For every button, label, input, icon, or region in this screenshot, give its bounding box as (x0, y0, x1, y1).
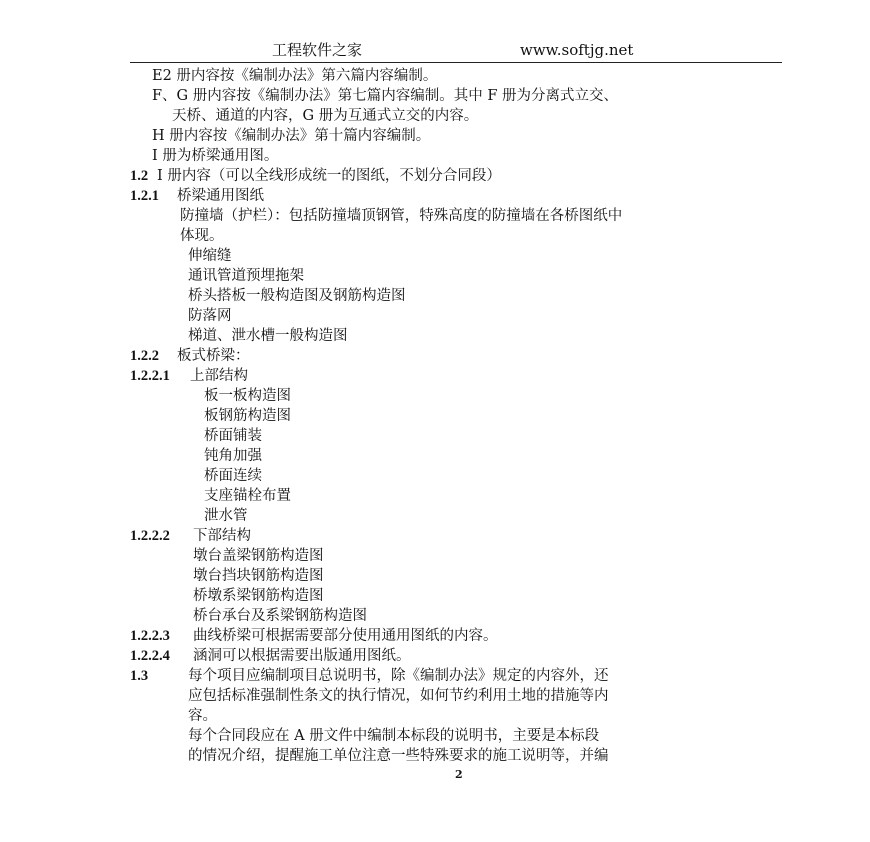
list-item: 钝角加强 (204, 448, 262, 464)
section-number: 1.2.1 (130, 188, 159, 204)
section-heading: 涵洞可以根据需要出版通用图纸。 (193, 648, 411, 664)
section-number: 1.2.2.2 (130, 528, 170, 544)
section-heading: 桥梁通用图纸 (177, 188, 264, 204)
list-item: 桥墩系梁钢筋构造图 (193, 588, 324, 604)
list-item: 梯道、泄水槽一般构造图 (188, 328, 348, 344)
text-line: 体现。 (180, 228, 224, 244)
list-item: 桥面铺装 (204, 428, 262, 444)
section-heading: I 册内容（可以全线形成统一的图纸，不划分合同段） (157, 168, 501, 184)
list-item: 支座锚栓布置 (204, 488, 291, 504)
list-item: 墩台盖梁钢筋构造图 (193, 548, 324, 564)
list-item: 桥头搭板一般构造图及钢筋构造图 (188, 288, 406, 304)
text-line: 的情况介绍，提醒施工单位注意一些特殊要求的施工说明等，并编 (188, 748, 609, 764)
section-heading: 曲线桥梁可根据需要部分使用通用图纸的内容。 (193, 628, 498, 644)
list-item: 桥面连续 (204, 468, 262, 484)
text-line: 应包括标准强制性条文的执行情况，如何节约利用土地的措施等内 (188, 688, 609, 704)
text-line: 每个项目应编制项目总说明书，除《编制办法》规定的内容外，还 (188, 668, 609, 684)
section-number: 1.2.2.4 (130, 648, 170, 664)
section-heading: 上部结构 (190, 368, 248, 384)
text-line: F、G 册内容按《编制办法》第七篇内容编制。其中 F 册为分离式立交、 (152, 88, 619, 104)
list-item: 板钢筋构造图 (204, 408, 291, 424)
text-line: H 册内容按《编制办法》第十篇内容编制。 (152, 128, 431, 144)
header-divider (130, 62, 782, 63)
header-site-url: www.softjg.net (520, 41, 634, 59)
text-line: I 册为桥梁通用图。 (152, 148, 279, 164)
list-item: 墩台挡块钢筋构造图 (193, 568, 324, 584)
section-number: 1.3 (130, 668, 149, 684)
list-item: 桥台承台及系梁钢筋构造图 (193, 608, 367, 624)
section-number: 1.2.2 (130, 348, 159, 364)
list-item: 通讯管道预埋拖架 (188, 268, 304, 284)
text-line: 天桥、通道的内容，G 册为互通式立交的内容。 (172, 108, 479, 124)
text-line: 容。 (188, 708, 217, 724)
section-heading: 下部结构 (193, 528, 251, 544)
section-heading: 板式桥梁： (177, 348, 250, 364)
text-line: 每个合同段应在 A 册文件中编制本标段的说明书，主要是本标段 (188, 728, 600, 744)
section-number: 1.2 (130, 168, 149, 184)
list-item: 防落网 (188, 308, 232, 324)
page-number: 2 (455, 768, 463, 781)
list-item: 板一板构造图 (204, 388, 291, 404)
section-number: 1.2.2.3 (130, 628, 170, 644)
text-line: E2 册内容按《编制办法》第六篇内容编制。 (152, 68, 438, 84)
header-site-name: 工程软件之家 (272, 41, 363, 59)
list-item: 伸缩缝 (188, 248, 232, 264)
section-number: 1.2.2.1 (130, 368, 170, 384)
text-line: 防撞墙（护栏）：包括防撞墙顶钢管，特殊高度的防撞墙在各桥图纸中 (180, 208, 623, 224)
list-item: 泄水管 (204, 508, 248, 524)
